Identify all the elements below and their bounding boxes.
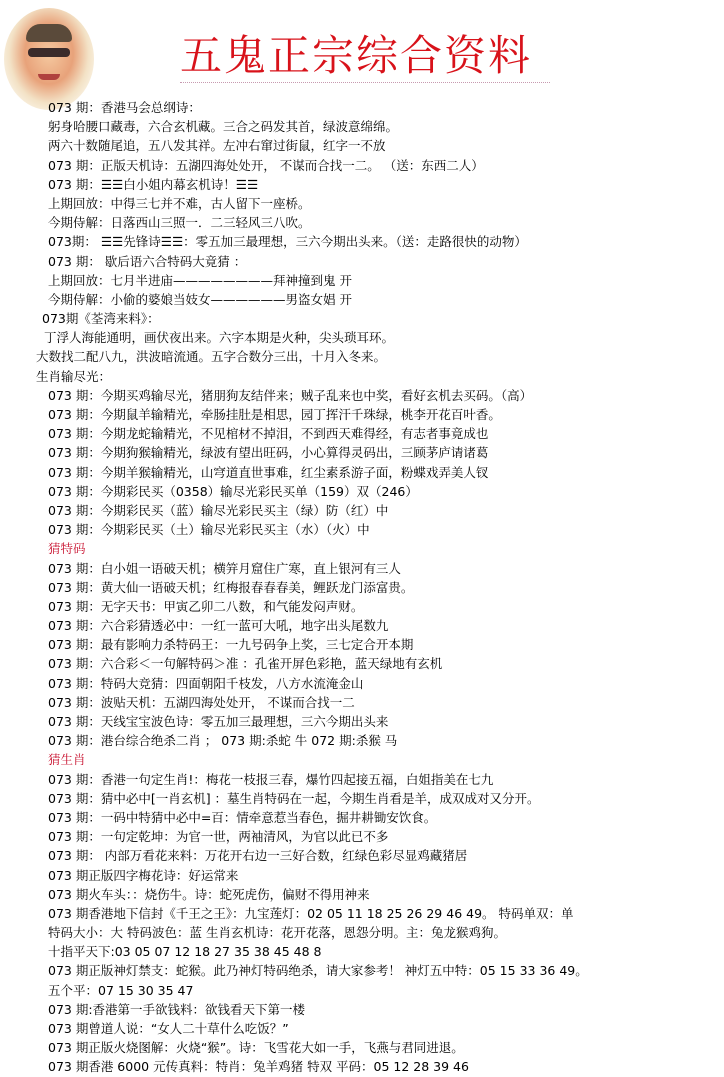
text-line: 073 期：最有影响力杀特码王：一九号码争上奖，三七定合开本期 [48,637,414,653]
section-heading-guess-special: 猜特码 [48,541,86,557]
title-divider [180,82,550,83]
text-line: 今期侍解：小偷的婆娘当妓女——————男盗女娼 开 [48,291,352,307]
text-line: 073 期： 内部万看花来料：万花开右边一三好合数，红绿色彩尽显鸡藏猪居 [48,848,468,864]
text-line: 073 期：今期彩民买（蓝）输尽光彩民买主（绿）防（红）中 [48,502,389,518]
text-line: 073 期:香港第一手欲钱料：欲钱看天下第一楼 [48,1001,306,1017]
text-line: 五个平：07 15 30 35 47 [48,982,194,998]
text-line: 073 期：今期买鸡输尽光，猪朋狗友结伴来；贼子乱来也中奖，看好玄机去买码。（高） [48,387,533,403]
text-line: 大数找二配八九，洪波暗流通。五字合数分三出，十月入冬来。 [36,349,387,365]
page-title: 五鬼正宗综合资料 [180,31,533,80]
text-line: 073 期：无字天书：甲寅乙卯二八数，和气能发闷声财。 [48,598,364,614]
text-line: 073期： ☰☰先锋诗☰☰：零五加三最理想，三六今期出头来。（送：走路很快的动物） [48,234,527,250]
text-line: 073 期：天线宝宝波色诗：零五加三最理想，三六今期出头来 [48,714,389,729]
text-line: 躬身哈腰口藏毒，六合玄机藏。三合之码发其首，绿波意绵绵。 [48,119,399,135]
text-line: 073 期：特码大竞猜：四面朝阳千枝发，八方水流淹金山 [48,675,364,691]
text-line: 073 期：今期羊猴输精光，山穹道直世事难，红尘素系游子面，粉蝶戏弄美人钗 [48,464,489,480]
text-line: 073 期：香港一句定生肖!：梅花一枝报三春，爆竹四起接五福，白姐指美在七九 [48,771,494,787]
avatar-mouth [38,74,60,80]
text-line: 073 期曾道人说：“女人二十草什么吃饭？” [48,1021,289,1036]
text-line: 073 期：今期彩民买（土）输尽光彩民买主（水）（火）中 [48,522,370,538]
text-line: 073 期香港 6000 元传真料：特肖：兔羊鸡猪 特双 平码：05 12 28 39 46 [48,1059,469,1075]
text-line: 073 期：黄大仙一语破天机；红梅报春春春美，鲤跃龙门添富贵。 [48,579,414,595]
text-line: 丁浮人海能通明，画伏夜出来。六字本期是火种，尖头琐耳环。 [44,330,395,346]
text-line: 073 期：港台综合绝杀二肖 ； 073 期:杀蛇 牛 072 期:杀猴 马 [48,733,398,749]
text-line: 073 期：波贴天机：五湖四海处处开， 不谋而合找一二 [48,694,355,710]
text-line: 十指平天下:03 05 07 12 18 27 35 38 45 48 8 [48,944,322,960]
text-line: 073 期：今期狗猴输精光，绿波有望出旺码，小心算得灵码出，三顾茅庐请诸葛 [48,445,489,461]
text-line: 073 期正版四字梅花诗：好运常来 [48,867,239,883]
content-body [0,98,724,1077]
text-line: 生肖输尽光： [36,368,112,384]
text-line: 073 期香港地下信封《千王之王》：九宝莲灯：02 05 11 18 25 26 29 46 49。 特码单双：单 [48,905,574,921]
text-line: 上期回放：中得三七并不难，古人留下一座桥。 [48,195,311,211]
text-line: 上期回放：七月半进庙————————拜神撞到鬼 开 [48,272,352,288]
avatar-hair [26,24,72,42]
text-line: 073 期：猜中必中[一肖玄机] ：墓生肖特码在一起，今期生肖看是羊，成双成对又分开。 [48,790,540,806]
avatar-glasses [28,48,70,57]
text-line: 073 期：一句定乾坤：为官一世，两袖清风，为官以此已不多 [48,829,389,845]
text-line: 073期《荃湾来料》： [42,311,160,327]
text-line: 今期侍解：日落西山三照一．二三轻风三八吹。 [48,215,311,231]
text-line: 073 期：正版天机诗：五湖四海处处开， 不谋而合找一二。 （送：东西二人） [48,157,484,173]
text-line: 073 期：白小姐一语破天机；横笄月窟住广寒，直上银河有三人 [48,560,401,576]
text-line: 073 期：今期鼠羊输精光，牵肠挂肚是相思，园丁挥汗千珠绿，桃李开花百叶香。 [48,407,501,422]
text-line: 特码大小：大 特码波色：蓝 生肖玄机诗：花开花落，恩怨分明。主：兔龙猴鸡狗。 [48,925,506,941]
text-line: 073 期：六合彩＜一句解特码＞准 ：孔雀开屏色彩艳，蓝天绿地有玄机 [48,656,443,672]
text-line: 073 期正版火烧图解：火烧“猴”。诗：飞雪花大如一手，飞燕与君同进退。 [48,1040,464,1056]
text-line: 073 期：六合彩猜透必中：一红一蓝可大吼，地字出头尾数九 [48,618,389,634]
text-line: 073 期： 歇后语六合特码大竟猜 ： [48,253,247,269]
text-line: 073 期：☰☰白小姐内幕玄机诗！☰☰ [48,176,259,192]
text-line: 073 期：今期龙蛇输精光，不见棺材不掉泪，不到西天难得经，有志者事竟成也 [48,426,489,442]
text-line: 073 期正版神灯禁支：蛇猴。此乃神灯特码绝杀，请大家参考！ 神灯五中特：05 15 33 36 49。 [48,963,588,979]
avatar [4,8,94,110]
text-line: 073 期：今期彩民买（0358）输尽光彩民买单（159）双（246） [48,483,418,499]
text-line: 073 期：一码中特猜中必中=百：情牵意惹当春色，掘井耕锄安饮食。 [48,809,437,825]
text-line: 073 期：香港马会总纲诗： [48,100,201,115]
section-heading-guess-zodiac: 猜生肖 [48,752,86,768]
text-line: 073 期火车头：：烧伤牛。诗：蛇死虎伤，偏财不得用神来 [48,886,370,902]
text-line: 两六十数随尾追，五八发其祥。左冲右窜过街鼠，红字一不放 [48,138,386,154]
